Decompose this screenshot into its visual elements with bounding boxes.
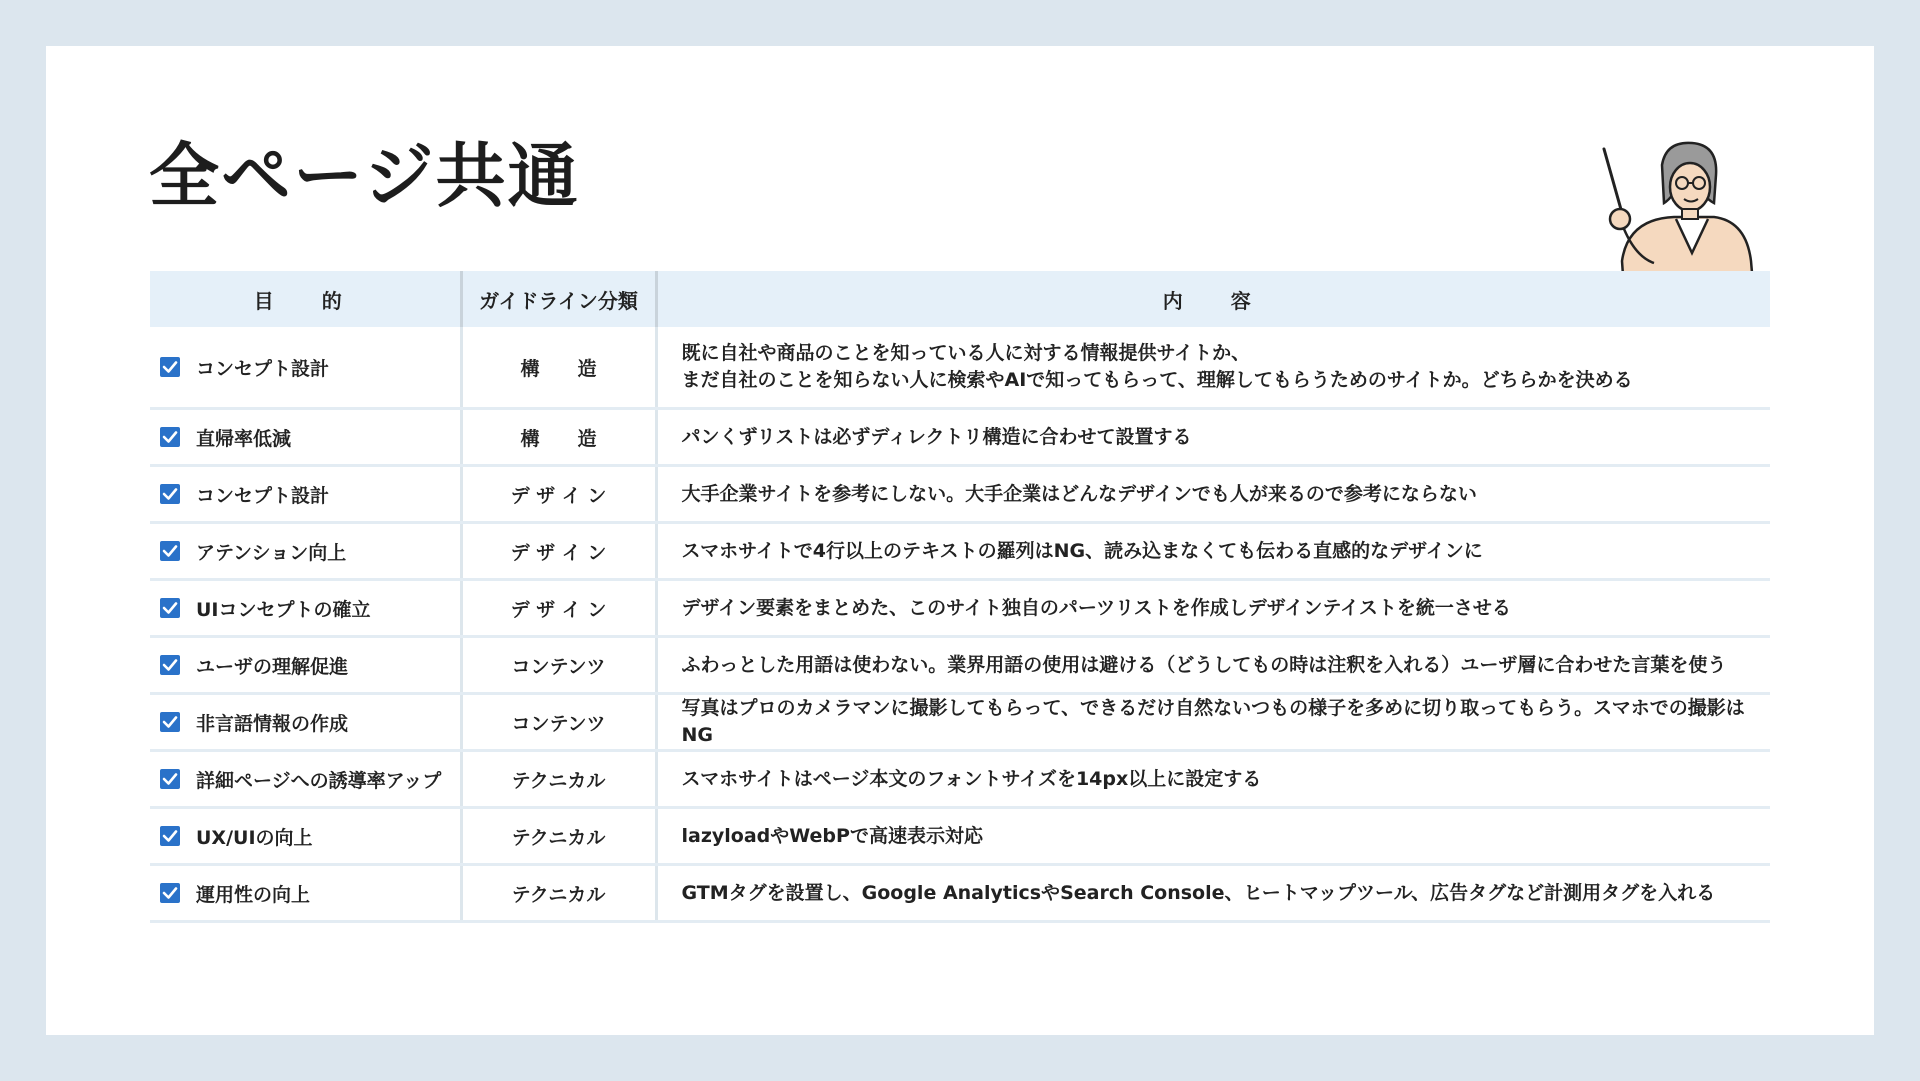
checkbox-icon[interactable] (160, 484, 180, 504)
checkbox-icon[interactable] (160, 712, 180, 732)
checkbox-icon[interactable] (160, 883, 180, 903)
category-label: デ ザ イ ン (461, 580, 656, 637)
header-purpose: 目 的 (150, 271, 461, 327)
table-row (150, 580, 1770, 637)
purpose-label: ユーザの理解促進 (196, 655, 349, 678)
header-content: 内 容 (656, 271, 1770, 327)
table-row (150, 865, 1770, 922)
category-label: 構 造 (461, 409, 656, 466)
table-row (150, 808, 1770, 865)
guideline-table (150, 271, 1770, 923)
checkbox-icon[interactable] (160, 427, 180, 447)
table-row (150, 751, 1770, 808)
category-label: テクニカル (461, 808, 656, 865)
purpose-label: UIコンセプトの確立 (196, 598, 371, 621)
category-label: コンテンツ (461, 637, 656, 694)
category-label: テクニカル (461, 751, 656, 808)
slide (46, 46, 1874, 1035)
content-text: 写真はプロのカメラマンに撮影してもらって、できるだけ自然ないつもの様子を多めに切り取ってもらう。スマホでの撮影はNG (656, 694, 1770, 751)
category-label: デ ザ イ ン (461, 466, 656, 523)
purpose-label: コンセプト設計 (196, 484, 330, 507)
checkbox-icon[interactable] (160, 655, 180, 675)
category-label: 構 造 (461, 327, 656, 409)
checkbox-icon[interactable] (160, 598, 180, 618)
purpose-label: 詳細ページへの誘導率アップ (196, 769, 442, 792)
content-text: 既に自社や商品のことを知っている人に対する情報提供サイトか、 まだ自社のことを知らない人に検索やAIで知ってもらって、理解してもらうためのサイトか。どちらかを決める (656, 327, 1770, 409)
checkbox-icon[interactable] (160, 826, 180, 846)
checkbox-icon[interactable] (160, 357, 180, 377)
checkbox-icon[interactable] (160, 541, 180, 561)
table-row (150, 637, 1770, 694)
category-label: テクニカル (461, 865, 656, 922)
purpose-label: 直帰率低減 (196, 427, 292, 450)
content-text: 大手企業サイトを参考にしない。大手企業はどんなデザインでも人が来るので参考にならない (656, 466, 1770, 523)
content-text: lazyloadやWebPで高速表示対応 (656, 808, 1770, 865)
page-title: 全ページ共通 (149, 135, 580, 217)
table-row (150, 327, 1770, 409)
table-header-row (150, 271, 1770, 327)
table-row (150, 409, 1770, 466)
table-row (150, 694, 1770, 751)
table-row (150, 523, 1770, 580)
content-text: パンくずリストは必ずディレクトリ構造に合わせて設置する (656, 409, 1770, 466)
purpose-label: 非言語情報の作成 (196, 712, 349, 735)
content-text: ふわっとした用語は使わない。業界用語の使用は避ける（どうしてもの時は注釈を入れる）ユーザ層に合わせた言葉を使う (656, 637, 1770, 694)
category-label: デ ザ イ ン (461, 523, 656, 580)
purpose-label: コンセプト設計 (196, 357, 330, 380)
header-category: ガイドライン分類 (461, 271, 656, 327)
content-text: スマホサイトはページ本文のフォントサイズを14px以上に設定する (656, 751, 1770, 808)
purpose-label: UX/UIの向上 (196, 826, 313, 849)
checkbox-icon[interactable] (160, 769, 180, 789)
content-text: GTMタグを設置し、Google AnalyticsやSearch Console、ヒートマップツール、広告タグなど計測用タグを入れる (656, 865, 1770, 922)
content-text: スマホサイトで4行以上のテキストの羅列はNG、読み込まなくても伝わる直感的なデザインに (656, 523, 1770, 580)
content-text: デザイン要素をまとめた、このサイト独自のパーツリストを作成しデザインテイストを統一させる (656, 580, 1770, 637)
table-row (150, 466, 1770, 523)
purpose-label: アテンション向上 (196, 541, 347, 564)
category-label: コンテンツ (461, 694, 656, 751)
purpose-label: 運用性の向上 (196, 883, 311, 906)
